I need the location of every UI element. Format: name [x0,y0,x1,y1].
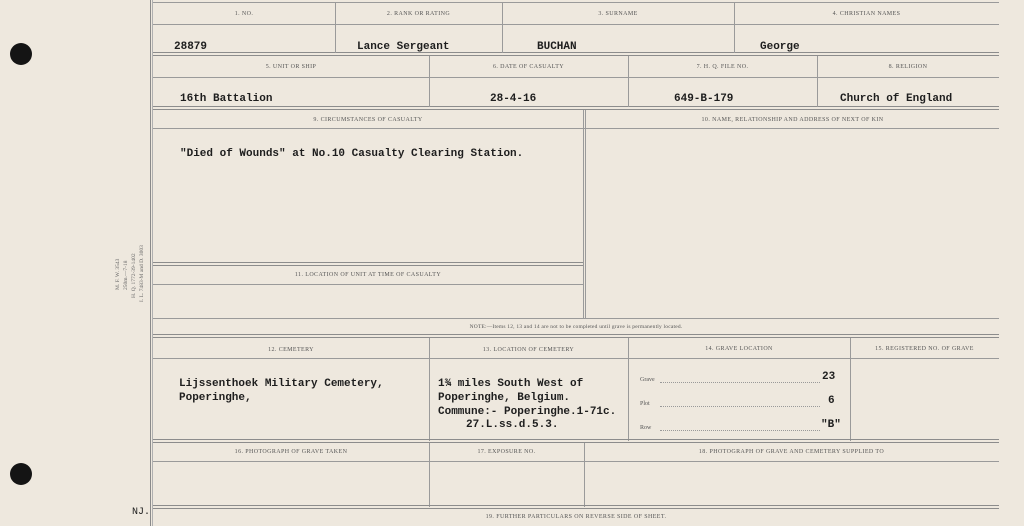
header-photo-supplied: 18. PHOTOGRAPH OF GRAVE AND CEMETERY SUPPLIED TO [698,449,885,455]
side-print-1: M. F. W. 3543 [115,258,121,290]
value-map-reference: 27.L.ss.d.5.3. [466,419,559,431]
grave-label: Grave [640,377,655,383]
rule [502,2,503,53]
header-no: 1. NO. [234,11,254,17]
rule [153,461,999,462]
row-label: Row [640,425,652,431]
value-circumstances: "Died of Wounds" at No.10 Casualty Clearing Station. [180,148,524,160]
header-religion: 8. RELIGION [888,64,928,70]
header-exposure-no: 17. EXPOSURE NO. [477,449,536,455]
value-grave: 23 [822,371,836,383]
header-circumstances: 9. CIRCUMSTANCES OF CASUALTY [313,117,423,123]
value-surname: BUCHAN [537,41,577,53]
rule [628,338,629,441]
initials: NJ. [132,507,151,518]
header-unit: 5. UNIT OR SHIP [265,64,317,70]
header-registered-no: 15. REGISTERED NO. OF GRAVE [875,346,974,352]
value-cemetery: Lijssenthoek Military Cemetery, Poperinghe, [179,378,384,404]
rule [429,338,430,441]
rule [153,262,583,266]
rule [153,2,999,3]
value-no: 28879 [174,41,208,53]
header-hq-file: 7. H. Q. FILE NO. [696,64,749,70]
row-dots [660,430,820,431]
rule [734,2,735,53]
value-rank: Lance Sergeant [357,41,450,53]
rule [153,505,999,509]
rule [153,128,999,129]
grave-dots [660,382,820,383]
value-cemetery-location: 1¾ miles South West of Poperinghe, Belgium. Commune:- Poperinghe.1-71c. [438,378,617,418]
plot-label: Plot [640,401,650,407]
header-location-of-unit: 11. LOCATION OF UNIT AT TIME OF CASUALTY [294,272,442,278]
header-photo-taken: 16. PHOTOGRAPH OF GRAVE TAKEN [234,449,348,455]
rule [153,439,999,443]
header-christian-names: 4. CHRISTIAN NAMES [832,11,901,17]
rule [583,110,584,318]
rule [585,110,586,318]
side-print-3: H. Q. 1772-39-1402 [131,253,137,298]
header-next-of-kin: 10. NAME, RELATIONSHIP AND ADDRESS OF NEXT OF KIN [701,117,884,123]
rule [153,284,583,285]
side-print-2: 250m.—7-18 [123,260,129,290]
rule [153,106,999,110]
rule [335,2,336,53]
header-date: 6. DATE OF CASUALTY [492,64,565,70]
value-christian-names: George [760,41,800,53]
header-cemetery: 12. CEMETERY [268,347,314,353]
rule [153,334,999,338]
side-print-4: I. L. 7483-M and D. 3003 [139,245,145,302]
left-margin-rule [150,0,151,526]
note-text: NOTE:—Items 12, 13 and 14 are not to be completed until grave is permanently located. [469,324,683,330]
header-location-of-cemetery: 13. LOCATION OF CEMETERY [482,347,575,353]
header-rank: 2. RANK OR RATING [386,11,451,17]
value-row: "B" [821,419,841,431]
header-grave-location: 14. GRAVE LOCATION [705,346,773,352]
rule [153,358,999,359]
value-unit: 16th Battalion [180,93,273,105]
value-plot: 6 [828,395,835,407]
punch-hole-top [10,43,32,65]
plot-dots [660,406,820,407]
header-surname: 3. SURNAME [598,11,638,17]
value-religion: Church of England [840,93,953,105]
rule [153,318,999,319]
rule [153,24,999,25]
punch-hole-bottom [10,463,32,485]
rule [850,338,851,441]
value-date: 28-4-16 [490,93,537,105]
rule [153,77,999,78]
footer-further-particulars: 19. FURTHER PARTICULARS ON REVERSE SIDE OF SHEET. [485,514,667,520]
value-hq-file: 649-B-179 [674,93,734,105]
